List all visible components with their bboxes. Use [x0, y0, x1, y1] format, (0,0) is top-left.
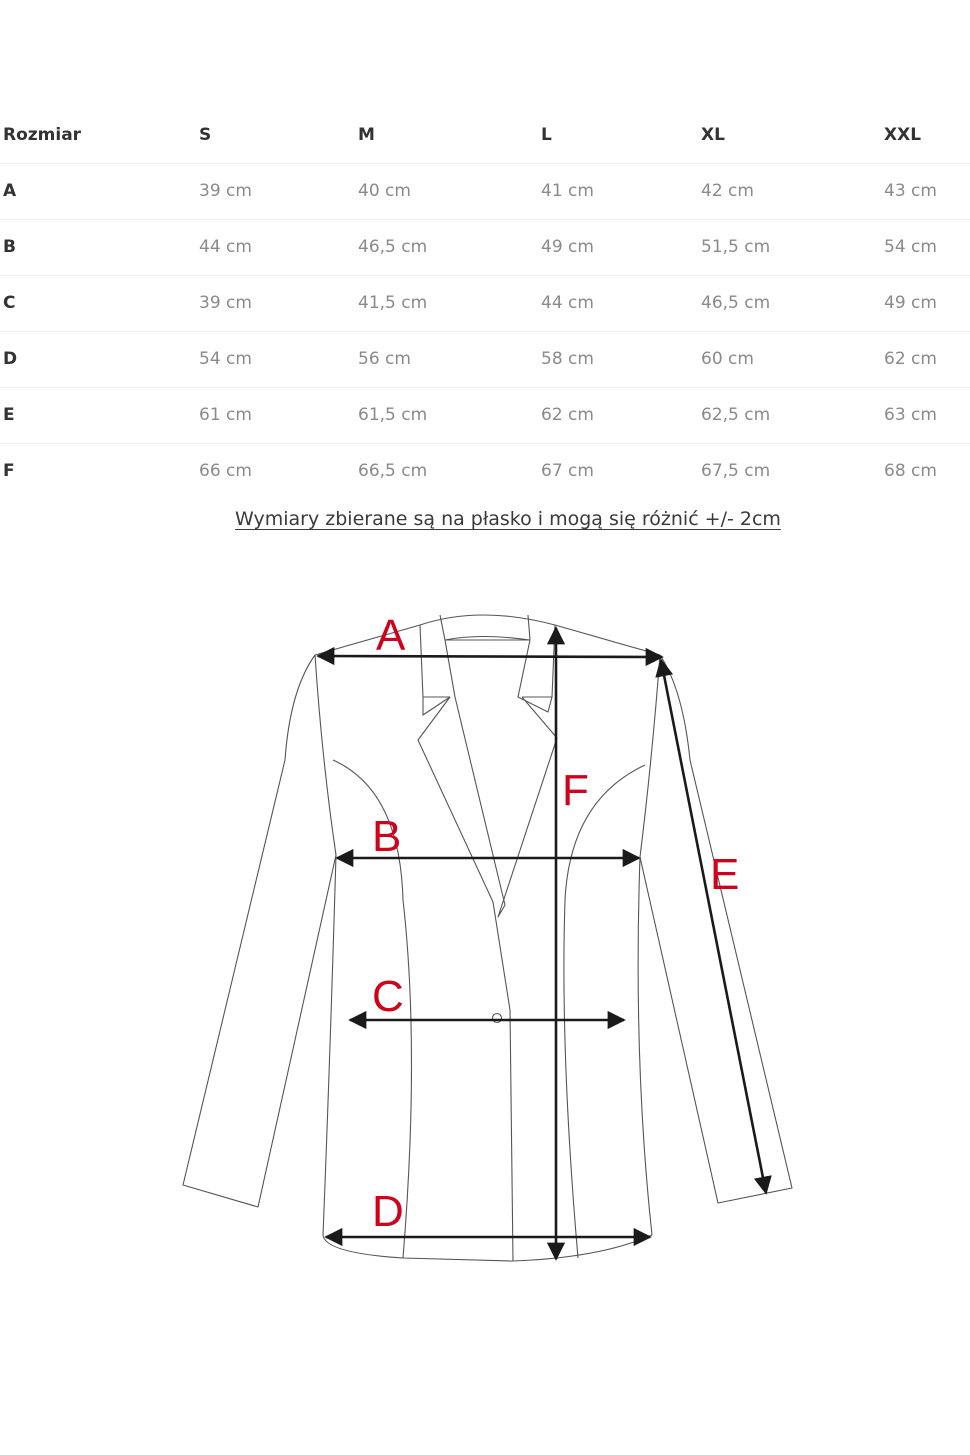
label-e: E	[710, 850, 740, 899]
table-cell: 66 cm	[199, 461, 252, 481]
table-cell: 41,5 cm	[358, 293, 428, 313]
header-size-xl: XL	[701, 125, 725, 145]
jacket-outline	[183, 615, 792, 1261]
row-label: A	[3, 181, 17, 201]
label-c: C	[372, 972, 404, 1021]
table-cell: 40 cm	[358, 181, 411, 201]
measurement-arrows	[318, 628, 766, 1259]
table-cell: 62 cm	[541, 405, 594, 425]
table-cell: 54 cm	[199, 349, 252, 369]
measurement-note: Wymiary zbierane są na płasko i mogą się różnić +/- 2cm	[235, 508, 781, 530]
header-rozmiar: Rozmiar	[3, 125, 82, 145]
table-cell: 46,5 cm	[358, 237, 428, 257]
arrow-a	[318, 656, 662, 657]
table-cell: 67 cm	[541, 461, 594, 481]
table-cell: 44 cm	[199, 237, 252, 257]
label-b: B	[372, 812, 402, 861]
table-cell: 46,5 cm	[701, 293, 771, 313]
header-size-s: S	[199, 125, 212, 145]
table-cell: 42 cm	[701, 181, 754, 201]
table-cell: 51,5 cm	[701, 237, 771, 257]
table-cell: 61 cm	[199, 405, 252, 425]
table-cell: 44 cm	[541, 293, 594, 313]
row-label: B	[3, 237, 16, 257]
table-cell: 61,5 cm	[358, 405, 428, 425]
table-cell: 56 cm	[358, 349, 411, 369]
label-f: F	[562, 766, 589, 815]
table-cell: 41 cm	[541, 181, 594, 201]
table-cell: 67,5 cm	[701, 461, 771, 481]
table-cell: 43 cm	[884, 181, 937, 201]
table-cell: 63 cm	[884, 405, 937, 425]
table-cell: 39 cm	[199, 293, 252, 313]
table-cell: 39 cm	[199, 181, 252, 201]
row-label: D	[3, 349, 18, 369]
label-d: D	[372, 1187, 404, 1236]
label-a: A	[376, 611, 406, 660]
table-cell: 68 cm	[884, 461, 937, 481]
table-cell: 49 cm	[884, 293, 937, 313]
table-cell: 60 cm	[701, 349, 754, 369]
row-label: F	[3, 461, 15, 481]
table-cell: 58 cm	[541, 349, 594, 369]
table-cell: 62,5 cm	[701, 405, 771, 425]
table-cell: 49 cm	[541, 237, 594, 257]
header-size-m: M	[358, 125, 375, 145]
table-cell: 54 cm	[884, 237, 937, 257]
table-cell: 62 cm	[884, 349, 937, 369]
table-cell: 66,5 cm	[358, 461, 428, 481]
row-label: C	[3, 293, 16, 313]
row-label: E	[3, 405, 15, 425]
header-size-l: L	[541, 125, 552, 145]
header-size-xxl: XXL	[884, 125, 922, 145]
arrow-e	[661, 660, 766, 1193]
